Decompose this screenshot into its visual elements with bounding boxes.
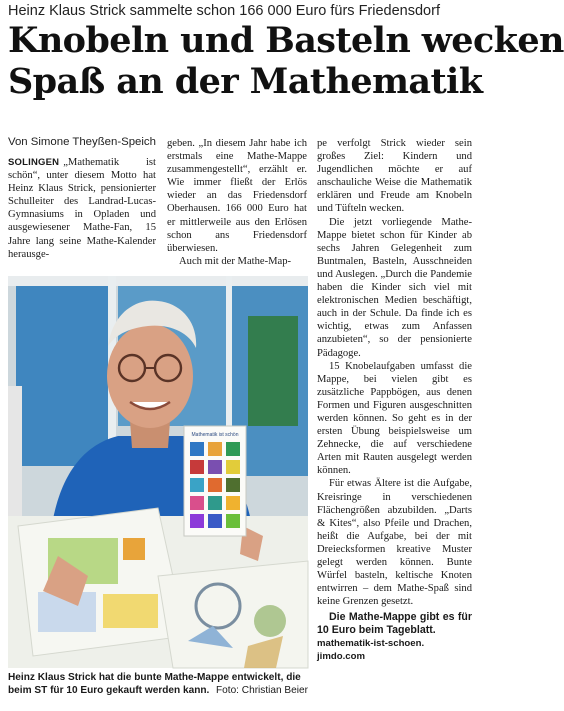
article-paragraph: pe verfolgt Strick wieder sein großes Ziel: Kindern und Jugendlichen möchte er auf anschauliche Weise die Mathematik erklären und Freude am Knobeln und Tüfteln wecken. [317, 138, 472, 215]
article-paragraph: Die jetzt vorliegende Mathe-Mappe bietet schon für Kinder ab sechs Jahren Gelegenheit zum Buntmalen, Basteln, Ausschneiden und Auslegen. „Durch die Pandemie haben die Kinder sich viel mit elektronischen Medien beschäftigt, auch in der Schule. Da finde ich es wichtig, etwas zum Anfassen anzubieten“, so der pensionierte Pädagoge. [317, 216, 472, 359]
headline-line-2: Spaß an der Mathematik [8, 61, 483, 102]
info-box [317, 611, 472, 663]
worksheet-right [158, 561, 308, 668]
headline-line-1: Knobeln und Basteln wecken [8, 20, 564, 61]
byline: Von Simone Theyßen-Speich [8, 136, 156, 148]
article-paragraph: 15 Knobelaufgaben umfasst die Mappe, bei vielen gibt es zusätzliche Pappbögen, aus denen Formen und Figuren ausgeschnitten werden können. So geht es in der ersten Übung beispielsweise um Zehnecke, die auf verschiedene Arten mit Rauten ausgelegt werden können. [317, 360, 472, 477]
math-folder-title: Mathematik ist schön [191, 432, 239, 438]
info-text: Die Mathe-Mappe gibt es für 10 Euro beim Tageblatt. [317, 611, 472, 637]
article-paragraph: Für etwas Ältere ist die Aufgabe, Kreisringe in verschiedenen Flächengrößen abzubilden. „Darts & Kites“, also Pfeile und Drachen, heißt die Aufgabe, bei der mit Dreiecksformen kreative Muster gelegt werden können. Bunte Würfel basteln, keltische Knoten entwirren – dem Mathe-Spaß sind keine Grenzen gesetzt. [317, 478, 472, 608]
photo-caption [8, 671, 308, 697]
headline [8, 20, 564, 102]
article-paragraph: geben. „In diesem Jahr habe ich erstmals eine Mathe-Mappe zusammengestellt“, erzählt er. Wie immer fließt der Erlös wieder an das Friedensdorf Oberhausen. 166 000 Euro hat er mittlerweile aus den Erlösen schon ans Friedensdorf überwiesen. [167, 138, 307, 254]
paragraph-text: „Mathematik ist schön“, unter diesem Motto hat Heinz Klaus Strick, pensionierter Schulleiter des Landrad-Lucas-Gymnasiums in Opladen und ausgewiesener Mathe-Fan, 15 Jahre lang seine Mathe-Kalender herausge- [8, 157, 156, 260]
plant [248, 316, 298, 426]
article-column-1 [8, 156, 156, 261]
dateline: SOLINGEN [8, 157, 60, 168]
caption-text: Heinz Klaus Strick hat die bunte Mathe-Mappe entwickelt, die beim ST für 10 Euro gekauft werden kann. [8, 672, 301, 696]
info-link-line-1: mathematik-ist-schoen. [317, 638, 425, 650]
article-paragraph [8, 156, 156, 261]
article-photo [8, 276, 308, 668]
info-link-line-2: jimdo.com [317, 651, 365, 663]
kicker: Heinz Klaus Strick sammelte schon 166 000 Euro fürs Friedensdorf [8, 3, 440, 19]
article-column-2 [167, 137, 307, 268]
photo-illustration [8, 276, 308, 668]
man-face [107, 324, 193, 428]
math-folder-tiles [190, 442, 240, 528]
article-paragraph: Auch mit der Mathe-Map- [179, 255, 292, 267]
photo-credit: Foto: Christian Beier [215, 685, 308, 696]
window-pane-left [16, 276, 111, 466]
article-column-3 [317, 137, 472, 663]
